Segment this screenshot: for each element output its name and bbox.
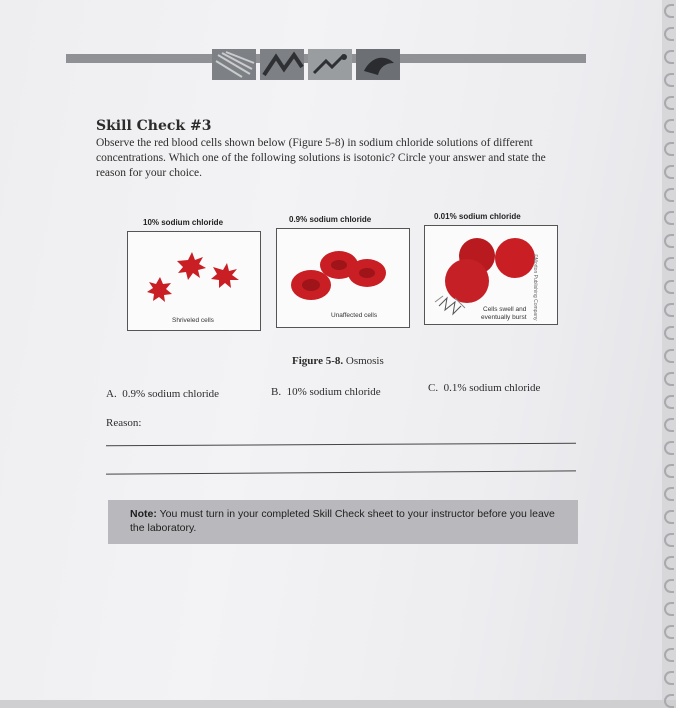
- panel-label-hypertonic: 10% sodium chloride: [143, 218, 224, 227]
- binding-ring: [664, 234, 674, 248]
- section-title: Skill Check #3: [96, 118, 212, 134]
- choice-b[interactable]: [271, 386, 381, 398]
- choice-a-text: 0.9% sodium chloride: [122, 388, 220, 400]
- caption-shriveled: Shriveled cells: [172, 317, 214, 324]
- choice-c[interactable]: [428, 382, 540, 394]
- banner-image-tissue: [260, 49, 304, 80]
- binding-ring: [664, 579, 674, 593]
- binding-ring: [664, 671, 674, 685]
- panel-unaffected-cells: [276, 228, 410, 328]
- binding-ring: [664, 464, 674, 478]
- binding-ring: [664, 441, 674, 455]
- binding-ring: [664, 602, 674, 616]
- binding-ring: [664, 50, 674, 64]
- binding-ring: [664, 487, 674, 501]
- binding-ring: [664, 165, 674, 179]
- choice-b-letter: B.: [271, 386, 282, 398]
- binding-ring: [664, 96, 674, 110]
- binding-ring: [664, 119, 674, 133]
- panel-label-hypotonic: 0.01% sodium chloride: [434, 212, 521, 221]
- note-text: You must turn in your completed Skill Check sheet to your instructor before you leave the laboratory.: [130, 508, 555, 534]
- instructions-text: Observe the red blood cells shown below (Figure 5-8) in sodium chloride solutions of different concentrations. Which one of the following solutions is isotonic? Circle your answer and state the reason for your choice.: [96, 137, 546, 179]
- figure-caption: [292, 355, 384, 367]
- binding-ring: [664, 372, 674, 386]
- choice-b-text: 10% sodium chloride: [286, 386, 381, 398]
- binding-ring: [664, 280, 674, 294]
- binding-ring: [664, 510, 674, 524]
- figure-caption-number: Figure 5-8.: [292, 355, 344, 367]
- note-label: Note:: [130, 508, 157, 520]
- choice-c-letter: C.: [428, 382, 439, 394]
- binding-ring: [664, 349, 674, 363]
- binding-ring: [664, 694, 674, 708]
- reason-answer-line-1[interactable]: [106, 443, 576, 446]
- panel-shriveled-cells: [127, 231, 261, 331]
- banner-image-bird: [356, 49, 400, 80]
- binding-ring: [664, 648, 674, 662]
- binding-ring: [664, 73, 674, 87]
- binding-ring: [664, 418, 674, 432]
- binding-ring: [664, 326, 674, 340]
- binding-ring: [664, 211, 674, 225]
- binding-ring: [664, 533, 674, 547]
- binding-ring: [664, 303, 674, 317]
- header-banner-images: [212, 49, 400, 80]
- caption-unaffected: Unaffected cells: [331, 312, 378, 319]
- caption-swollen-line2: eventually burst: [481, 314, 527, 321]
- banner-image-cells: [212, 49, 256, 80]
- choice-c-text: 0.1% sodium chloride: [443, 382, 541, 394]
- binding-ring: [664, 4, 674, 18]
- note-box: [108, 500, 578, 544]
- panel-label-isotonic: 0.9% sodium chloride: [289, 215, 372, 224]
- caption-swollen-line1: Cells swell and: [483, 306, 527, 313]
- figure-credit: ©Morton Publishing Company: [532, 254, 538, 321]
- binding-ring: [664, 257, 674, 271]
- binding-ring: [664, 625, 674, 639]
- reason-label: Reason:: [106, 417, 142, 429]
- reason-answer-line-2[interactable]: [106, 470, 576, 474]
- binding-ring: [664, 188, 674, 202]
- binding-ring: [664, 556, 674, 570]
- choice-a-letter: A.: [106, 388, 117, 400]
- choice-a[interactable]: [106, 388, 219, 400]
- binding-ring: [664, 27, 674, 41]
- spiral-binding: [662, 0, 676, 700]
- banner-image-bones: [308, 49, 352, 80]
- binding-ring: [664, 142, 674, 156]
- binding-ring: [664, 395, 674, 409]
- figure-caption-title: Osmosis: [343, 355, 384, 367]
